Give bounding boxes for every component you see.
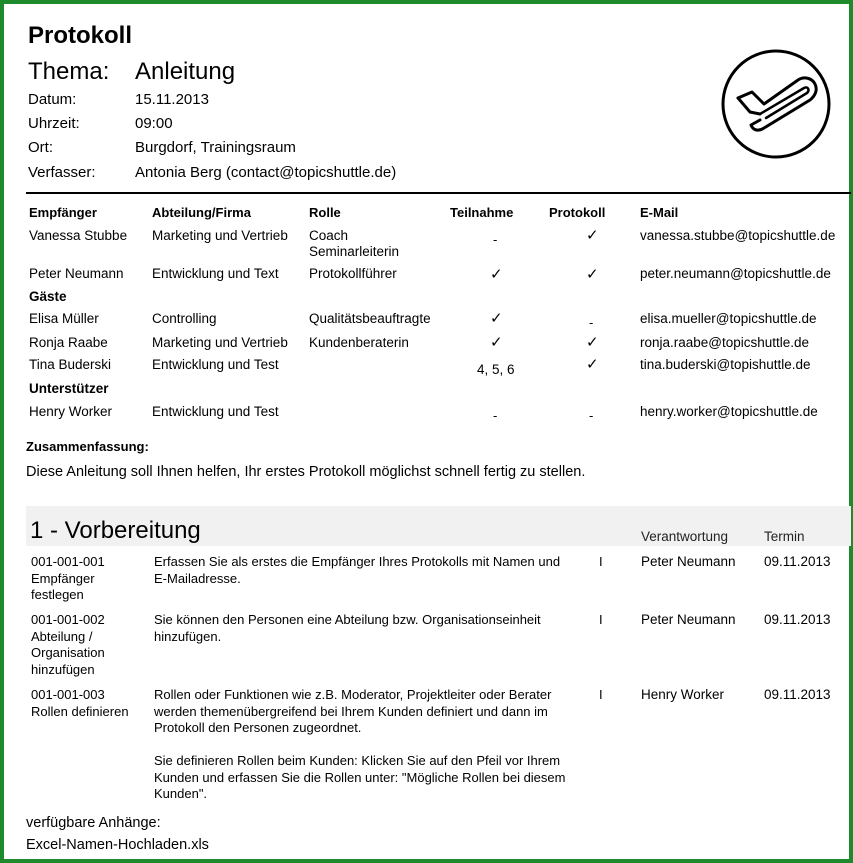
attendance-mark: - [493,232,498,247]
task-responsible: Peter Neumann [641,554,736,569]
col-header-attendance: Teilnahme [450,205,514,220]
protocol-mark: - [589,315,594,330]
clip-stamp-icon [720,48,832,160]
task-date: 09.11.2013 [764,612,831,627]
datum-label: Datum: [28,91,77,108]
summary-heading: Zusammenfassung: [26,439,149,454]
protocol-check-icon: ✓ [586,227,599,244]
task-type: I [599,612,603,627]
thema-value: Anleitung [135,58,236,85]
task-description: Erfassen Sie als erstes die Empfänger Ihres Protokolls mit Namen und E-Mailadresse. [154,554,561,586]
participant-name: Vanessa Stubbe [29,228,128,243]
attachments-heading: verfügbare Anhänge: [26,815,161,831]
attachment-file-link[interactable]: Excel-Namen-Hochladen.xls [26,837,209,853]
task-description: Sie können den Personen eine Abteilung bzw. Organisationseinheit hinzufügen. [154,612,541,644]
participant-email[interactable]: peter.neumann@topicshuttle.de [640,266,831,281]
participant-email[interactable]: henry.worker@topicshuttle.de [640,404,818,419]
attendance-check-icon: ✓ [490,334,503,351]
col-header-deadline: Termin [764,529,805,544]
participant-department: Marketing und Vertrieb [152,228,288,243]
task-type: I [599,554,603,569]
task-responsible: Peter Neumann [641,612,736,627]
participant-email[interactable]: elisa.mueller@topicshuttle.de [640,311,817,326]
participant-role: Protokollführer [309,266,397,281]
participant-department: Entwicklung und Text [152,266,279,281]
col-header-role: Rolle [309,205,341,220]
task-id: 001-001-003 Rollen definieren [31,687,129,719]
datum-value: 15.11.2013 [135,91,209,108]
participant-name: Peter Neumann [29,266,124,281]
verfasser-value: Antonia Berg (contact@topicshuttle.de) [135,164,397,181]
group-label-supporters: Unterstützer [29,381,109,396]
task-responsible: Henry Worker [641,687,725,702]
col-header-recipient: Empfänger [29,205,97,220]
page-title: Protokoll [28,22,133,49]
participant-name: Elisa Müller [29,311,99,326]
header-divider [26,192,851,194]
summary-text: Diese Anleitung soll Ihnen helfen, Ihr erstes Protokoll möglichst schnell fertig zu stellen. [26,464,586,480]
attendance-sessions: 4, 5, 6 [477,362,515,377]
protocol-check-icon: ✓ [586,266,599,283]
thema-label: Thema: [28,58,110,85]
task-date: 09.11.2013 [764,687,831,702]
ort-value: Burgdorf, Trainingsraum [135,139,296,156]
col-header-department: Abteilung/Firma [152,205,251,220]
col-header-protocol: Protokoll [549,205,606,220]
participant-department: Marketing und Vertrieb [152,335,288,350]
participant-email[interactable]: tina.buderski@topishuttle.de [640,357,811,372]
attendance-mark: - [493,408,498,423]
participant-email[interactable]: vanessa.stubbe@topicshuttle.de [640,228,836,243]
participant-role: Qualitätsbeauftragte [309,311,431,326]
uhrzeit-label: Uhrzeit: [28,115,80,132]
participant-department: Entwicklung und Test [152,357,279,372]
participant-role: Coach Seminarleiterin [309,228,400,259]
task-description: Rollen oder Funktionen wie z.B. Moderator, Projektleiter oder Berater werden themenübergreifend bei Ihrem Kunden definiert und dann im Protokoll den Personen zugeordnet. Sie definieren Rollen beim Kunden: Klicken Sie auf den Pfeil vor Ihrem Kunden und erfassen Sie die Rollen unter: "Mögliche Rollen bei diesem Kunden". [154,687,566,801]
verfasser-label: Verfasser: [28,164,96,181]
col-header-email: E-Mail [640,205,679,220]
uhrzeit-value: 09:00 [135,115,173,132]
protocol-check-icon: ✓ [586,334,599,351]
task-date: 09.11.2013 [764,554,831,569]
attendance-check-icon: ✓ [490,310,503,327]
participant-role: Kundenberaterin [309,335,409,350]
task-id: 001-001-002 Abteilung / Organisation hinzufügen [31,612,105,677]
participant-name: Henry Worker [29,404,113,419]
participant-department: Entwicklung und Test [152,404,279,419]
section-title: 1 - Vorbereitung [30,517,201,544]
attendance-check-icon: ✓ [490,266,503,283]
protocol-mark: - [589,408,594,423]
task-type: I [599,687,603,702]
participant-department: Controlling [152,311,217,326]
participant-email[interactable]: ronja.raabe@topicshuttle.de [640,335,810,350]
participant-name: Ronja Raabe [29,335,108,350]
col-header-responsibility: Verantwortung [641,529,729,544]
ort-label: Ort: [28,139,53,156]
protocol-check-icon: ✓ [586,356,599,373]
participant-name: Tina Buderski [29,357,112,372]
task-id: 001-001-001 Empfänger festlegen [31,554,105,602]
group-label-guests: Gäste [29,289,67,304]
